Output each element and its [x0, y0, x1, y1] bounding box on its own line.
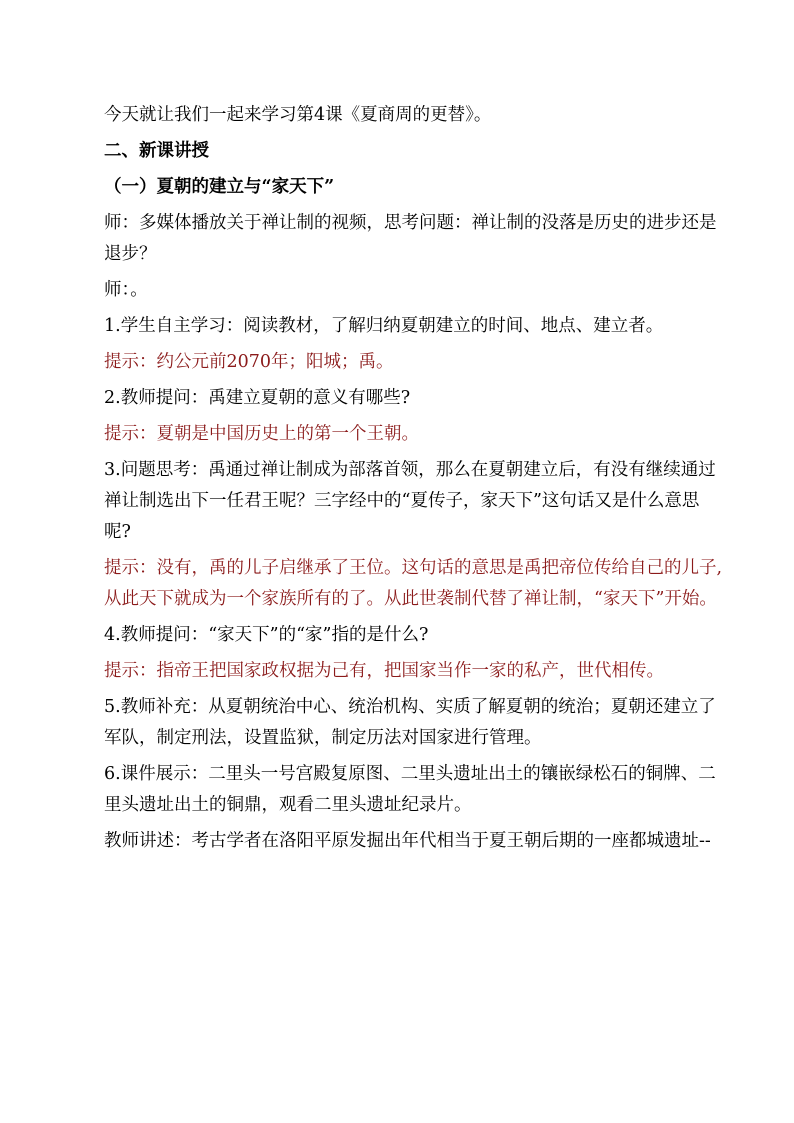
- hint-4: 提示：指帝王把国家政权据为己有，把国家当作一家的私产，世代相传。: [104, 661, 664, 681]
- text-line: 呢?: [104, 522, 131, 542]
- text-line: 6.课件展示：二里头一号宫殿复原图、二里头遗址出土的镶嵌绿松石的铜牌、二: [104, 764, 716, 784]
- teacher-blank-line: 师：。: [104, 280, 148, 300]
- item-1: 1.学生自主学习：阅读教材，了解归纳夏朝建立的时间、地点、建立者。: [104, 316, 664, 336]
- item-3: [104, 455, 724, 548]
- item-2: 2.教师提问：禹建立夏朝的意义有哪些?: [104, 388, 411, 408]
- intro-paragraph: 今天就让我们一起来学习第4课《夏商周的更替》。: [104, 105, 492, 125]
- section-title: 二、新课讲授: [104, 141, 209, 161]
- teacher-question-paragraph: [104, 208, 724, 270]
- document-body: [104, 100, 724, 857]
- text-line: 师：多媒体播放关于禅让制的视频，思考问题：禅让制的没落是历史的进步还是: [104, 213, 717, 233]
- text-line: 禅让制选出下一任君王呢？三字经中的“夏传子，家天下”这句话又是什么意思: [104, 491, 700, 511]
- hint-1: 提示：约公元前2070年；阳城；禹。: [104, 352, 394, 372]
- text-line: 退步？: [104, 244, 157, 264]
- item-4: 4.教师提问：“家天下”的“家”指的是什么?: [104, 625, 429, 645]
- text-line: 里头遗址出土的铜鼎，观看二里头遗址纪录片。: [104, 795, 472, 815]
- text-line: 军队，制定刑法，设置监狱，制定历法对国家进行管理。: [104, 728, 542, 748]
- subsection-title: （一）夏朝的建立与“家天下”: [104, 177, 335, 197]
- hint-2: 提示：夏朝是中国历史上的第一个王朝。: [104, 424, 419, 444]
- hint-line: 提示：没有，禹的儿子启继承了王位。这句话的意思是禹把帝位传给自己的儿子,: [104, 558, 723, 578]
- item-5: [104, 692, 724, 754]
- item-6: [104, 759, 724, 821]
- lecture-paragraph: 教师讲述：考古学者在洛阳平原发掘出年代相当于夏王朝后期的一座都城遗址--: [104, 831, 711, 851]
- text-line: 3.问题思考：禹通过禅让制成为部落首领，那么在夏朝建立后，有没有继续通过: [104, 460, 716, 480]
- text-line: 5.教师补充：从夏朝统治中心、统治机构、实质了解夏朝的统治；夏朝还建立了: [104, 697, 716, 717]
- hint-line: 从此天下就成为一个家族所有的了。从此世袭制代替了禅让制，“家天下”开始。: [104, 589, 717, 609]
- hint-3: [104, 553, 724, 615]
